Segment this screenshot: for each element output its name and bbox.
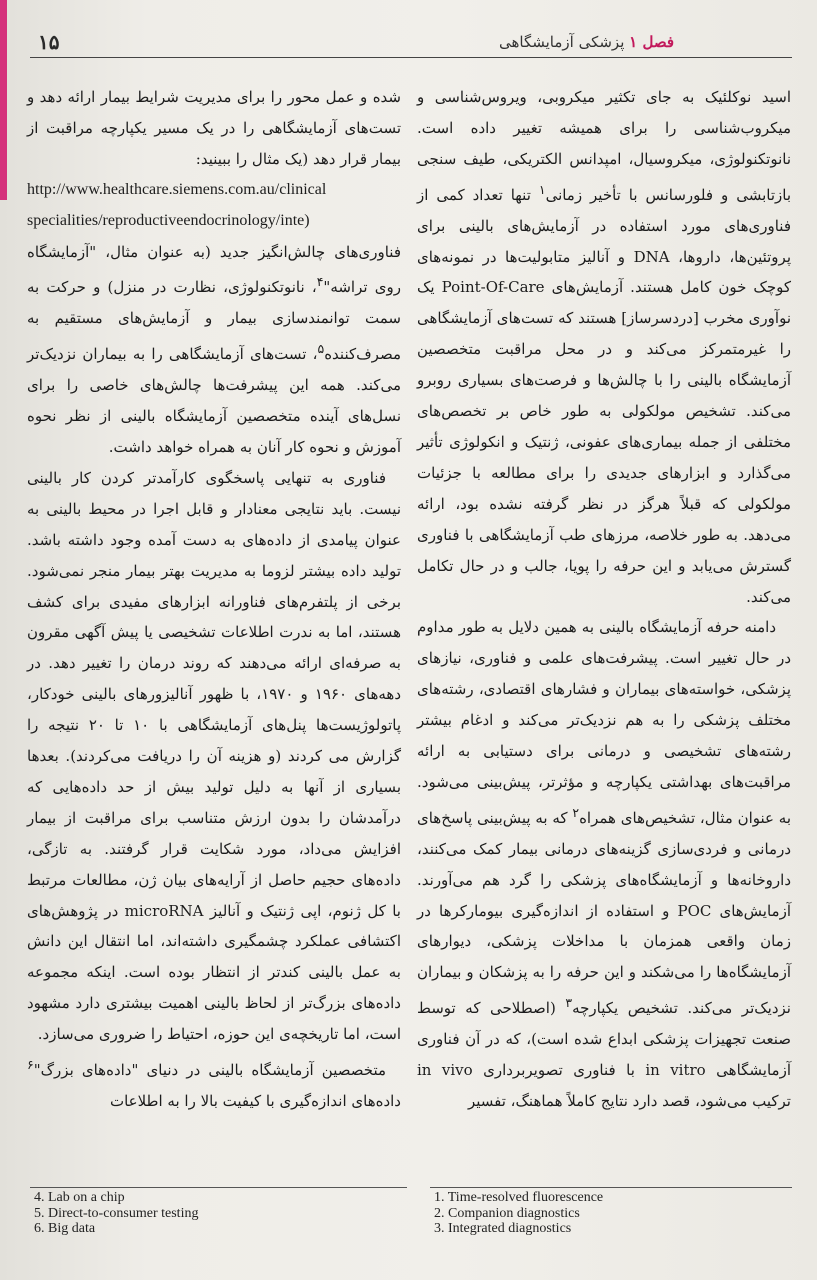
running-header	[30, 30, 792, 56]
footnotes-right	[434, 1190, 794, 1237]
footnote-ref: ۴	[316, 274, 324, 290]
left-column	[27, 82, 401, 1117]
running-head	[499, 33, 674, 51]
footnote-rule	[430, 1187, 792, 1188]
paragraph: دامنه حرفه آزمایشگاه بالینی به همین دلایل به طور مداوم در حال تغییر است. پیشرفت‌های علمی و فناوری، نیازهای پزشکی، خواسته‌های بیماران و فشارهای اقتصادی، رشته‌های مختلف پزشکی را به هم نزدیک‌تر می‌کند و ادغام بیشتر رشته‌های تشخیصی و درمانی برای دستیابی به ارائه مراقبت‌های بهداشتی یکپارچه و مؤثرتر، پیش‌بینی می‌شود. به عنوان مثال، تشخیص‌های همراه$^۲$ که به پیش‌بینی پاسخ‌های درمانی و فردی‌سازی گزینه‌های درمانی بیمار کمک می‌کنند، داروخانه‌ها و آزمایشگاه‌های پزشکی را گرد هم می‌آورند. آزمایش‌های POC و استفاده از اندازه‌گیری بیومارکرها در زمان واقعی همزمان با مداخلات پزشکی، دیوارهای آزمایشگاه‌ها را می‌شکند و این حرفه را به پزشکان و بیماران نزدیک‌تر می‌کند. تشخیص یکپارچه$^۳$ (اصطلاحی که توسط صنعت تجهیزات پزشکی ابداع شده است)، که در آن فناوری آزمایشگاهی in vitro با فناوری تصویربرداری in vivo ترکیب می‌شود، قصد دارد نتایج کاملاً هماهنگ، تفسیر	[417, 618, 791, 1110]
chapter-label: فصل ۱	[629, 33, 674, 51]
right-column	[417, 82, 791, 1117]
footnote: 2. Companion diagnostics	[434, 1205, 580, 1221]
footnote: 6. Big data	[34, 1221, 96, 1236]
footnote-ref: ۳	[565, 995, 573, 1011]
paragraph: فناوری به تنهایی پاسخگوی کارآمدتر کردن کار بالینی نیست. باید نتایجی معنادار و قابل اجرا در محیط بالینی به عنوان پیامدی از داده‌های به دست آمده وجود داشته باشد. تولید داده بیشتر لزوما به مدیریت بهتر بیمار منجر نمی‌شود. برخی از پلتفرم‌های فناورانه ابزارهای مفیدی برای کشف هستند، اما به ندرت اطلاعات تشخیصی یا پیش آگهی مقرون به صرفه‌ای ارائه می‌دهند که روند درمان را تغییر دهد. در دهه‌های ۱۹۶۰ و ۱۹۷۰، با ظهور آنالیزورهای بالینی خودکار، پاتولوژیست‌ها پنل‌های آزمایشگاهی با ۱۰ تا ۲۰ نتیجه را گزارش می کردند (و هزینه آن را دریافت می‌کردند). بعدها بسیاری از آنها به دلیل تولید بیش از حد داده‌هایی که درآمدشان را بدون ارزش متناسب برای مراقبت از بیمار افزایش می‌داد، مورد شکایت قرار گرفتند. به تازگی، داده‌های حجیم حاصل از آرایه‌های بیان ژن، مطالعات مرتبط با کل ژنوم، اپی ژنتیک و آنالیز microRNA در پژوهش‌های اکتشافی عملکرد چشمگیری داشته‌اند، اما انتقال این دانش به عمل بالینی کندتر از انتظار بوده است. اینکه مجموعه داده‌های بزرگ‌تر از لحاظ بالینی اهمیت بیشتری دارد مشهود است، اما تاریخچه‌ی این حوزه، احتیاط را ضروری می‌سازد.	[27, 468, 401, 1044]
reference-link: specialities/reproductiveendocrinology/inte)	[27, 211, 310, 229]
paragraph: فناوری‌های چالش‌انگیز جدید (به عنوان مثال، "آزمایشگاه روی تراشه"$^۴$، نانوتکنولوژی، نظارت در منزل) و حرکت به سمت توانمندسازی بیمار و آزمایش‌های مستقیم به مصرف‌کننده$^۵$، تست‌های آزمایشگاهی را به بیماران نزدیک‌تر می‌کند. همه این پیشرفت‌ها چالش‌های خاصی را برای نسل‌های آینده متخصصین آزمایشگاه بالینی از نظر نحوه آموزش و نحوه کار آنان به همراه خواهد داشت.	[27, 242, 401, 456]
footnote-ref: ۱	[538, 181, 546, 197]
footnote: 1. Time-resolved fluorescence	[434, 1190, 604, 1205]
footnote-ref: ۲	[572, 804, 580, 820]
paragraph: شده و عمل محور را برای مدیریت شرایط بیمار ارائه دهد و تست‌های آزمایشگاهی را در یک مسیر یکپارچه مراقبت از بیمار قرار دهد (یک مثال را ببینید:	[27, 88, 401, 168]
footnotes-left	[34, 1190, 404, 1237]
footnote: 5. Direct-to-consumer testing	[34, 1205, 199, 1221]
footnote: 4. Lab on a chip	[34, 1190, 125, 1205]
footnote: 3. Integrated diagnostics	[434, 1221, 572, 1236]
paragraph: متخصصین آزمایشگاه بالینی در دنیای "داده‌های بزرگ"$^۶$ داده‌های اندازه‌گیری با کیفیت بالا را به اطلاعات	[27, 1057, 401, 1110]
reference-link: http://www.healthcare.siemens.com.au/clinical	[27, 180, 327, 198]
chapter-title: پزشکی آزمایشگاهی	[498, 33, 625, 51]
footnote-ref: ۵	[317, 341, 325, 357]
footnote-rule	[30, 1187, 407, 1188]
page-number: ۱۵	[38, 30, 60, 54]
header-rule	[30, 57, 792, 58]
chapter-edge-tab	[0, 0, 7, 200]
paragraph: اسید نوکلئیک به جای تکثیر میکروبی، ویروس‌شناسی و میکروب‌شناسی را برای همیشه تغییر داده است. نانوتکنولوژی، میکروسیال، امپدانس الکتریکی، طیف سنجی بازتابشی و فلورسانس با تأخیر زمانی$^۱$ تنها تعداد کمی از فناوری‌های مورد استفاده در آزمایش‌های بالینی برای پروتئین‌ها، داروها، DNA و آنالیز متابولیت‌ها در نمونه‌های کوچک خون کامل هستند. آزمایش‌های Point-Of-Care یک نوآوری مخرب [دردسرساز] هستند که تست‌های آزمایشگاهی را غیرمتمرکز می‌کند و در محل مراقبت متخصصین آزمایشگاه بالینی را با چالش‌ها و فرصت‌های بسیاری روبرو می‌کند. تشخیص مولکولی به طور خاص بر تخصص‌های مختلفی از جمله بیماری‌های عفونی، ژنتیک و انکولوژی تأثیر می‌گذارد و ابزارهای جدیدی را برای مطالعه با جزئیات مولکولی که قبلاً هرگز در نظر گرفته نشده بود، ارائه می‌دهد. به طور خلاصه، مرزهای طب آزمایشگاهی با فناوری گسترش می‌یابد و این حرفه را پویا، جالب و در حال تکامل می‌کند.	[417, 88, 791, 606]
footnote-ref: ۶	[27, 1057, 34, 1073]
